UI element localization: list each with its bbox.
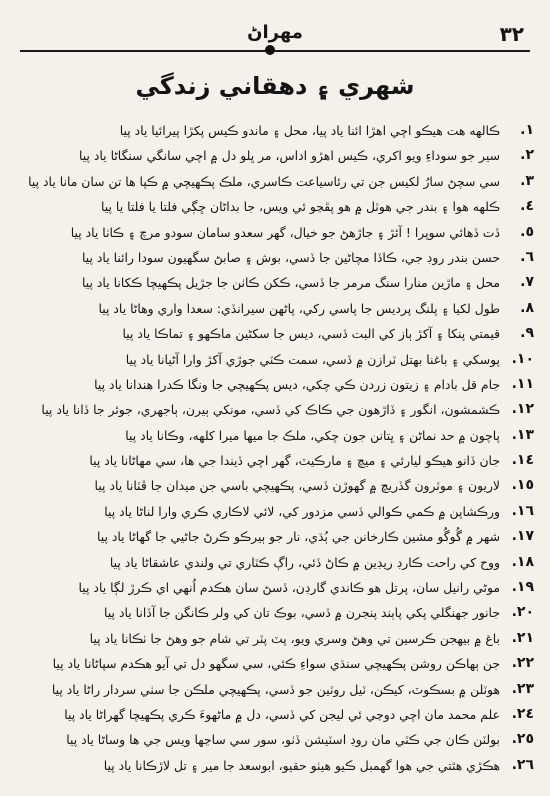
verse-text: ڪشمشون، انگور ۽ ڏاڙهون جي ڪاڪ کي ڏسي، مونکي ٻيرن، ٻاجهري، جوئر جا ڏانا ياد پيا bbox=[41, 402, 500, 418]
running-head: مهراڻ bbox=[247, 22, 303, 43]
verse-line bbox=[18, 651, 534, 676]
verse-text: قيمتي پنکا ۽ آکڙ ٻاز کي البت ڏسي، ديس جا سکڻين ماڪهو ۽ تماڪا ياد پيا bbox=[122, 326, 500, 342]
verse-text: جن ٻهاڪن روشن پڪهيچي سنڌي سواءِ ڪئي، سي سگهو دل تي آيو هڪدم سپاڻانا ياد پيا bbox=[52, 656, 500, 672]
verse-number: ١. bbox=[520, 122, 534, 138]
verse-number: ١٨. bbox=[511, 553, 534, 570]
verse-text: لاريون ۽ موٽرون گڏريچ ۾ گهوڙن ڏسي، پڪهيچي باسي جن ميدان جا ڦٽانا ياد پيا bbox=[94, 478, 500, 494]
verse-number: ٢. bbox=[520, 147, 534, 164]
verse-text: ووح کي راحت ڪارڊ ريڊين ۾ ڪاڻ ڏئي، راڳ ڪٽاري تي ولندي عاشقاڻا ياد پيا bbox=[109, 554, 500, 570]
verse-line bbox=[18, 600, 534, 625]
verse-line bbox=[18, 550, 534, 575]
verse-number: ١٢. bbox=[511, 401, 534, 418]
verse-text: موڻي رانيل سان، پرتل هو ڪاندي گارڊن، ڏسڻ سان هڪدم اُنهي اي ڪرڙ لڳا ياد پيا bbox=[78, 580, 500, 596]
verse-line bbox=[18, 347, 534, 372]
verse-line bbox=[18, 143, 534, 168]
verse-number: ١٥. bbox=[511, 477, 534, 494]
verse-line bbox=[18, 169, 534, 194]
page-header bbox=[20, 20, 530, 46]
verse-number: ١٣. bbox=[511, 426, 534, 443]
verse-text: ڏت ڏهائي سوپرا ! آئڙ ۽ جاڙهڻ جو خيال، گهر سعدو سامان سودو مرچ ۽ ڪاٺا ياد پيا bbox=[70, 224, 500, 240]
verse-number: ١٤. bbox=[511, 452, 534, 469]
verse-number: ٣. bbox=[520, 172, 534, 189]
verse-number: ٢٥. bbox=[511, 731, 534, 748]
verse-number: ٤. bbox=[520, 198, 534, 215]
verse-line bbox=[18, 321, 534, 346]
verse-number: ٢٠. bbox=[511, 604, 534, 621]
verse-number: ١٩. bbox=[511, 579, 534, 596]
verse-text: طول لکيا ۽ پلنگ پرديس جا پاسي رکي، پاڻهن سيرانڏي: سعدا واري وهاڻا ياد پيا bbox=[98, 300, 500, 316]
verse-line bbox=[18, 194, 534, 219]
verse-text: بولٽن ڪان جي ڪٽي مان روڊ اسٽيشن ڏٺو، سور سي ساڃها ويس جي ها وساڻا ياد پيا bbox=[66, 732, 500, 748]
verse-text: جان ڏانو هيڪو ليارئي ۽ ميچ ۽ مارڪيٽ، گهر اچي ڏيندا جي ها، سي مهاڻانا ياد پيا bbox=[89, 453, 500, 469]
verse-text: سي سچڻ سارُ لکيس جن تي رئاسياعت ڪاسري، ملڪ پڪهيچي ۾ ڪپا ها تن سان مانا ياد پيا bbox=[28, 173, 500, 189]
verse-number: ٢٢. bbox=[511, 655, 534, 672]
verse-number: ٥. bbox=[520, 223, 534, 240]
verse-number: ١٧. bbox=[511, 528, 534, 545]
verse-number: ٩. bbox=[520, 325, 534, 342]
verse-number: ٢٣. bbox=[511, 680, 534, 697]
verse-line bbox=[18, 448, 534, 473]
verse-line bbox=[18, 296, 534, 321]
verse-line bbox=[18, 524, 534, 549]
verse-line bbox=[18, 499, 534, 524]
header-rule-ornament bbox=[265, 45, 275, 55]
verse-text: محل ۽ ماڙين منارا سنگ مرمر جا ڏسي، ڪکن ڪاٺن جا جڙيل پڪهيچا ڪکانا ياد پيا bbox=[82, 275, 500, 291]
verse-line bbox=[18, 626, 534, 651]
verse-line bbox=[18, 423, 534, 448]
verse-line bbox=[18, 702, 534, 727]
verse-text: باغ ۾ بيهجن ڪرسين تي وهڻ وسري ويو، پٽ پٽر تي شام جو وهڻ جا ٺڪانا ياد پيا bbox=[89, 630, 500, 646]
verse-line bbox=[18, 397, 534, 422]
verse-list bbox=[18, 118, 534, 778]
verse-line bbox=[18, 270, 534, 295]
verse-line bbox=[18, 118, 534, 143]
verse-text: هڪڙي هٿتي جي هوا گهمبل ڪيو هيٺو حقيو، ابوسعد جا مير ۽ تل لاڙڪانا ياد پيا bbox=[103, 757, 500, 773]
verse-text: پوسکي ۽ باغنا بهتل ٽرازن ۾ ڏسي، سمت ڪٽي جوڙي آکڙ وارا آڻيانا ياد پيا bbox=[125, 351, 500, 367]
verse-text: ورڪشاپن ۾ ڪمي ڪوالي ڏسي مزدور کي، لائي لاڪاري ڪري وارا لناڻا ياد پيا bbox=[104, 503, 500, 519]
verse-line bbox=[18, 473, 534, 498]
verse-line bbox=[18, 727, 534, 752]
verse-number: ١٠. bbox=[511, 350, 534, 367]
verse-text: ڪلهه هوا ۽ بندر جي هوٽل ۾ هو پڦڃو ئي ويس، جا بداڻان ڇڳي فلتا يا فلتا يا پيا bbox=[101, 199, 500, 215]
page-number: ٣٢ bbox=[499, 22, 524, 46]
verse-text: ڪالهه هت هيڪو اچي اهڙا ائنا ياد پيا، محل ۽ ماندو ڪيس پکڙا پيرائيا ياد پيا bbox=[119, 123, 500, 138]
verse-number: ٢١. bbox=[511, 629, 534, 646]
poem-title: شهري ۽ دهقاني زندگي bbox=[135, 72, 415, 100]
verse-line bbox=[18, 575, 534, 600]
verse-number: ٦. bbox=[520, 248, 534, 265]
verse-text: هوٽلن ۾ بسڪوٽ، کيڪن، ٽيل روٽين جو ڏسي، پڪهيچي ملڪن جا سٺي سردار راڻا ياد پيا bbox=[51, 681, 500, 697]
verse-number: ٧. bbox=[520, 274, 534, 291]
verse-line bbox=[18, 753, 534, 778]
verse-text: سير جو سوداءِ ويو اکري، ڪيس اهڙو اداس، مر ڀلو دل ۾ اچي سانگي سنگاڻا ياد پيا bbox=[78, 148, 500, 164]
verse-text: شهر ۾ گُوگُو مشين ڪارخانن جي ٻُڌي، نار جو ٻيرڪو ڪرڻ جاڻيي جا گهاڻا ياد پيا bbox=[96, 529, 500, 545]
header-rule bbox=[20, 50, 530, 52]
verse-text: حسن بندر روڊ جي، ڪاڏا مچاڻين جا ڏسي، بوش ۽ صابڻ سگهيون سودا رائنا ياد پيا bbox=[82, 249, 500, 265]
verse-line bbox=[18, 677, 534, 702]
verse-line bbox=[18, 220, 534, 245]
verse-text: علم محمد مان اچي دوڃي ئي ليجن کي ڏسي، دل ۾ ماڻهوءَ ڪري پڪهيچا گهراڻا ياد پيا bbox=[64, 706, 500, 722]
verse-number: ٢٦. bbox=[511, 756, 534, 773]
verse-number: ٢٤. bbox=[511, 705, 534, 722]
verse-number: ٨. bbox=[520, 299, 534, 316]
verse-number: ١١. bbox=[511, 375, 534, 392]
verse-text: جام قل بادام ۽ زيتون زردن ڪي چکي، ديس پڪهيچي جا ونگا ڪدرا هندانا ياد پيا bbox=[94, 376, 500, 392]
verse-text: جانور جهنگلي پکي پاٻند پنجرن ۾ ڏسي، بوڪ تان کي ولر ڪانگن جا آڏانا ياد پيا bbox=[104, 605, 500, 621]
verse-line bbox=[18, 372, 534, 397]
verse-line bbox=[18, 245, 534, 270]
verse-text: پاچون ۾ حد نماڻن ۽ ڀتانن جون چکي، ملڪ جا ميها ميرا کلهه، وڪانا ياد پيا bbox=[125, 427, 500, 443]
verse-number: ١٦. bbox=[511, 502, 534, 519]
